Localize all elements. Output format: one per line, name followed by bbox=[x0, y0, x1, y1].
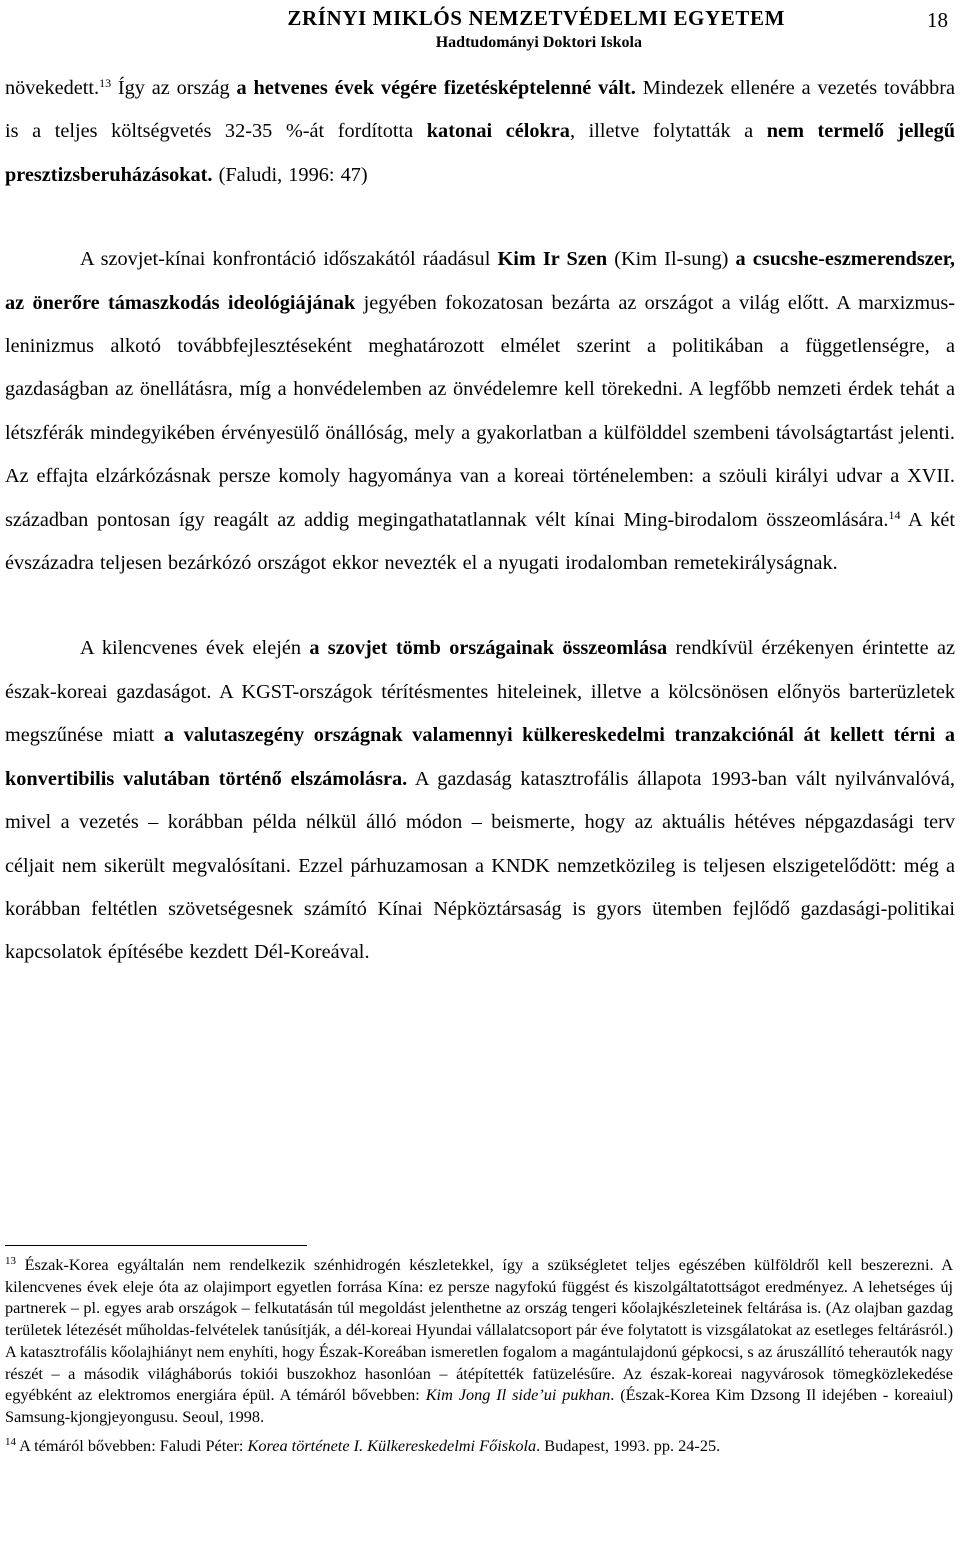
footnote-13 bbox=[5, 1254, 953, 1428]
page-header bbox=[0, 4, 960, 56]
text-run: A két évszázadra teljesen bezárkózó országot ekkor nevezték el a nyugati irodalomban remetekirályságnak. bbox=[5, 508, 955, 575]
text-run: Észak-Korea egyáltalán nem rendelkezik szénhidrogén készletekkel, így a szükségletet teljes egészében külföldről kell beszerezni. A kilencvenes évek eleje óta az olajimport egyetlen forrása Kína: ez persze nagyfokú függést és kiszolgáltatottságot eredményez. A lehetséges új partnerek – pl. egyes arab országok – felkutatásán túl megoldást jelenthetne az ország tengeri kőolajkészleteinek feltárása is. (Az olajban gazdag területek létezését műholdas-felvételek tanúsítják, a dél-koreai Hyundai vállalatcsoport pár éve folytatott is vizsgálatokat az esetleges feltárásról.) A katasztrofális kőolajhiányt nem enyhíti, hogy Észak-Koreában ismeretlen fogalom a magántulajdonú gépkocsi, s az áruszállító teherautók nagy részét – a második világháborús tokiói buszokhoz hasonlóan – átépítették fatüzelésűre. Az észak-koreai nagyvárosok tömegközlekedése egyébként az elektromos energiára épül. A témáról bővebben: bbox=[5, 1255, 953, 1405]
footnote-14 bbox=[5, 1435, 953, 1457]
text-run: A gazdaság katasztrofális állapota 1993-ban vált nyilvánvalóvá, mivel a vezetés – korábban példa nélkül álló módon – beismerte, hogy az aktuális hétéves népgazdasági terv céljait nem sikerült megvalósítani. Ezzel párhuzamosan a KNDK nemzetközileg is teljesen elszigetelődött: még a korábban feltétlen szövetségesnek számító Kínai Népköztársaság is gyors ütemben fejlődő gazdasági-politikai kapcsolatok építésébe kezdett Dél-Koreával. bbox=[5, 767, 956, 964]
footnote-separator bbox=[5, 1245, 307, 1246]
page-number: 18 bbox=[927, 8, 948, 32]
footnote-marker: 13 bbox=[5, 1255, 16, 1267]
footnotes bbox=[5, 1254, 953, 1456]
paragraph-spacer bbox=[5, 585, 955, 627]
school-name: Hadtudományi Doktori Iskola bbox=[435, 34, 642, 51]
text-run: . (Észak-Korea Kim Dzsong Il idejében - koreaiul) Samsung-kjongjeyongusu. Seoul, 1998. bbox=[5, 1385, 953, 1426]
footnote-marker: 14 bbox=[888, 507, 901, 522]
text-run: A kilencvenes évek elején bbox=[80, 637, 310, 660]
footnote-marker: 14 bbox=[5, 1435, 16, 1448]
paragraph-spacer bbox=[5, 197, 955, 238]
text-run: A szovjet-kínai konfrontáció időszakától ráadásul bbox=[80, 248, 498, 271]
text-run: . Budapest, 1993. pp. 24-25. bbox=[536, 1435, 721, 1455]
text-run: növekedett. bbox=[5, 77, 100, 99]
bold-text-run: nem termelő jellegű presztizsberuházásokat. bbox=[5, 120, 956, 186]
italic-text-run: Kim Jong Il side’ui pukhan bbox=[425, 1385, 611, 1405]
university-name: ZRÍNYI MIKLÓS NEMZETVÉDELMI EGYETEM bbox=[287, 6, 785, 30]
text-run: jegyében fokozatosan bezárta az országot a világ előtt. A marxizmus-leninizmus alkotó továbbfejlesztéseként meghatározott elmélet szerint a politikában a függetlenségre, a gazdaságban az önellátásra, míg a honvédelemben az önvédelemre kell törekedni. A legfőbb nemzeti érdek tehát a létszférák mindegyikében érvényesülő önállóság, mely a gyakorlatban a külfölddel szembeni távolságtartást jelenti. Az effajta elzárkózásnak persze komoly hagyománya van a koreai történelemben: a szöuli királyi udvar a XVII. században pontosan így reagált az addig megingathatatlannak vélt kínai Ming-birodalom összeomlására. bbox=[5, 291, 955, 531]
paragraph-3 bbox=[5, 627, 955, 974]
text-run: (Kim Il-sung) bbox=[607, 248, 736, 271]
main-text bbox=[5, 67, 955, 975]
paragraph-1 bbox=[5, 67, 955, 197]
text-run: (Faludi, 1996: 47) bbox=[212, 163, 368, 186]
bold-text-run: katonai célokra bbox=[426, 120, 570, 143]
bold-text-run: a valutaszegény országnak valamennyi külkereskedelmi tranzakciónál át kellett térni a konvertibilis valutában történő elszámolásra. bbox=[5, 724, 956, 790]
bold-text-run: a szovjet tömb országainak összeomlása bbox=[309, 637, 668, 660]
text-run: Így az ország bbox=[111, 77, 237, 99]
text-run: Mindezek ellenére a vezetés továbbra is a teljes költségvetés 32-35 %-át fordította bbox=[5, 77, 955, 143]
footnote-marker: 13 bbox=[99, 76, 112, 90]
bold-text-run: a hetvenes évek végére fizetésképtelenné vált. bbox=[236, 77, 636, 99]
italic-text-run: Korea története I. Külkereskedelmi Főiskola bbox=[247, 1435, 537, 1455]
bold-text-run: Kim Ir Szen bbox=[497, 248, 608, 271]
text-run: A témáról bővebben: Faludi Péter: bbox=[16, 1435, 248, 1455]
text-run: , illetve folytatták a bbox=[569, 120, 767, 143]
bold-text-run: a csucshe-eszmerendszer, az önerőre támaszkodás ideológiájának bbox=[5, 248, 955, 314]
paragraph-2 bbox=[5, 238, 955, 585]
text-run: rendkívül érzékenyen érintette az észak-koreai gazdaságot. A KGST-országok térítésmentes hiteleinek, illetve a kölcsönösen előnyös barterüzletek megszűnése miatt bbox=[5, 637, 956, 747]
